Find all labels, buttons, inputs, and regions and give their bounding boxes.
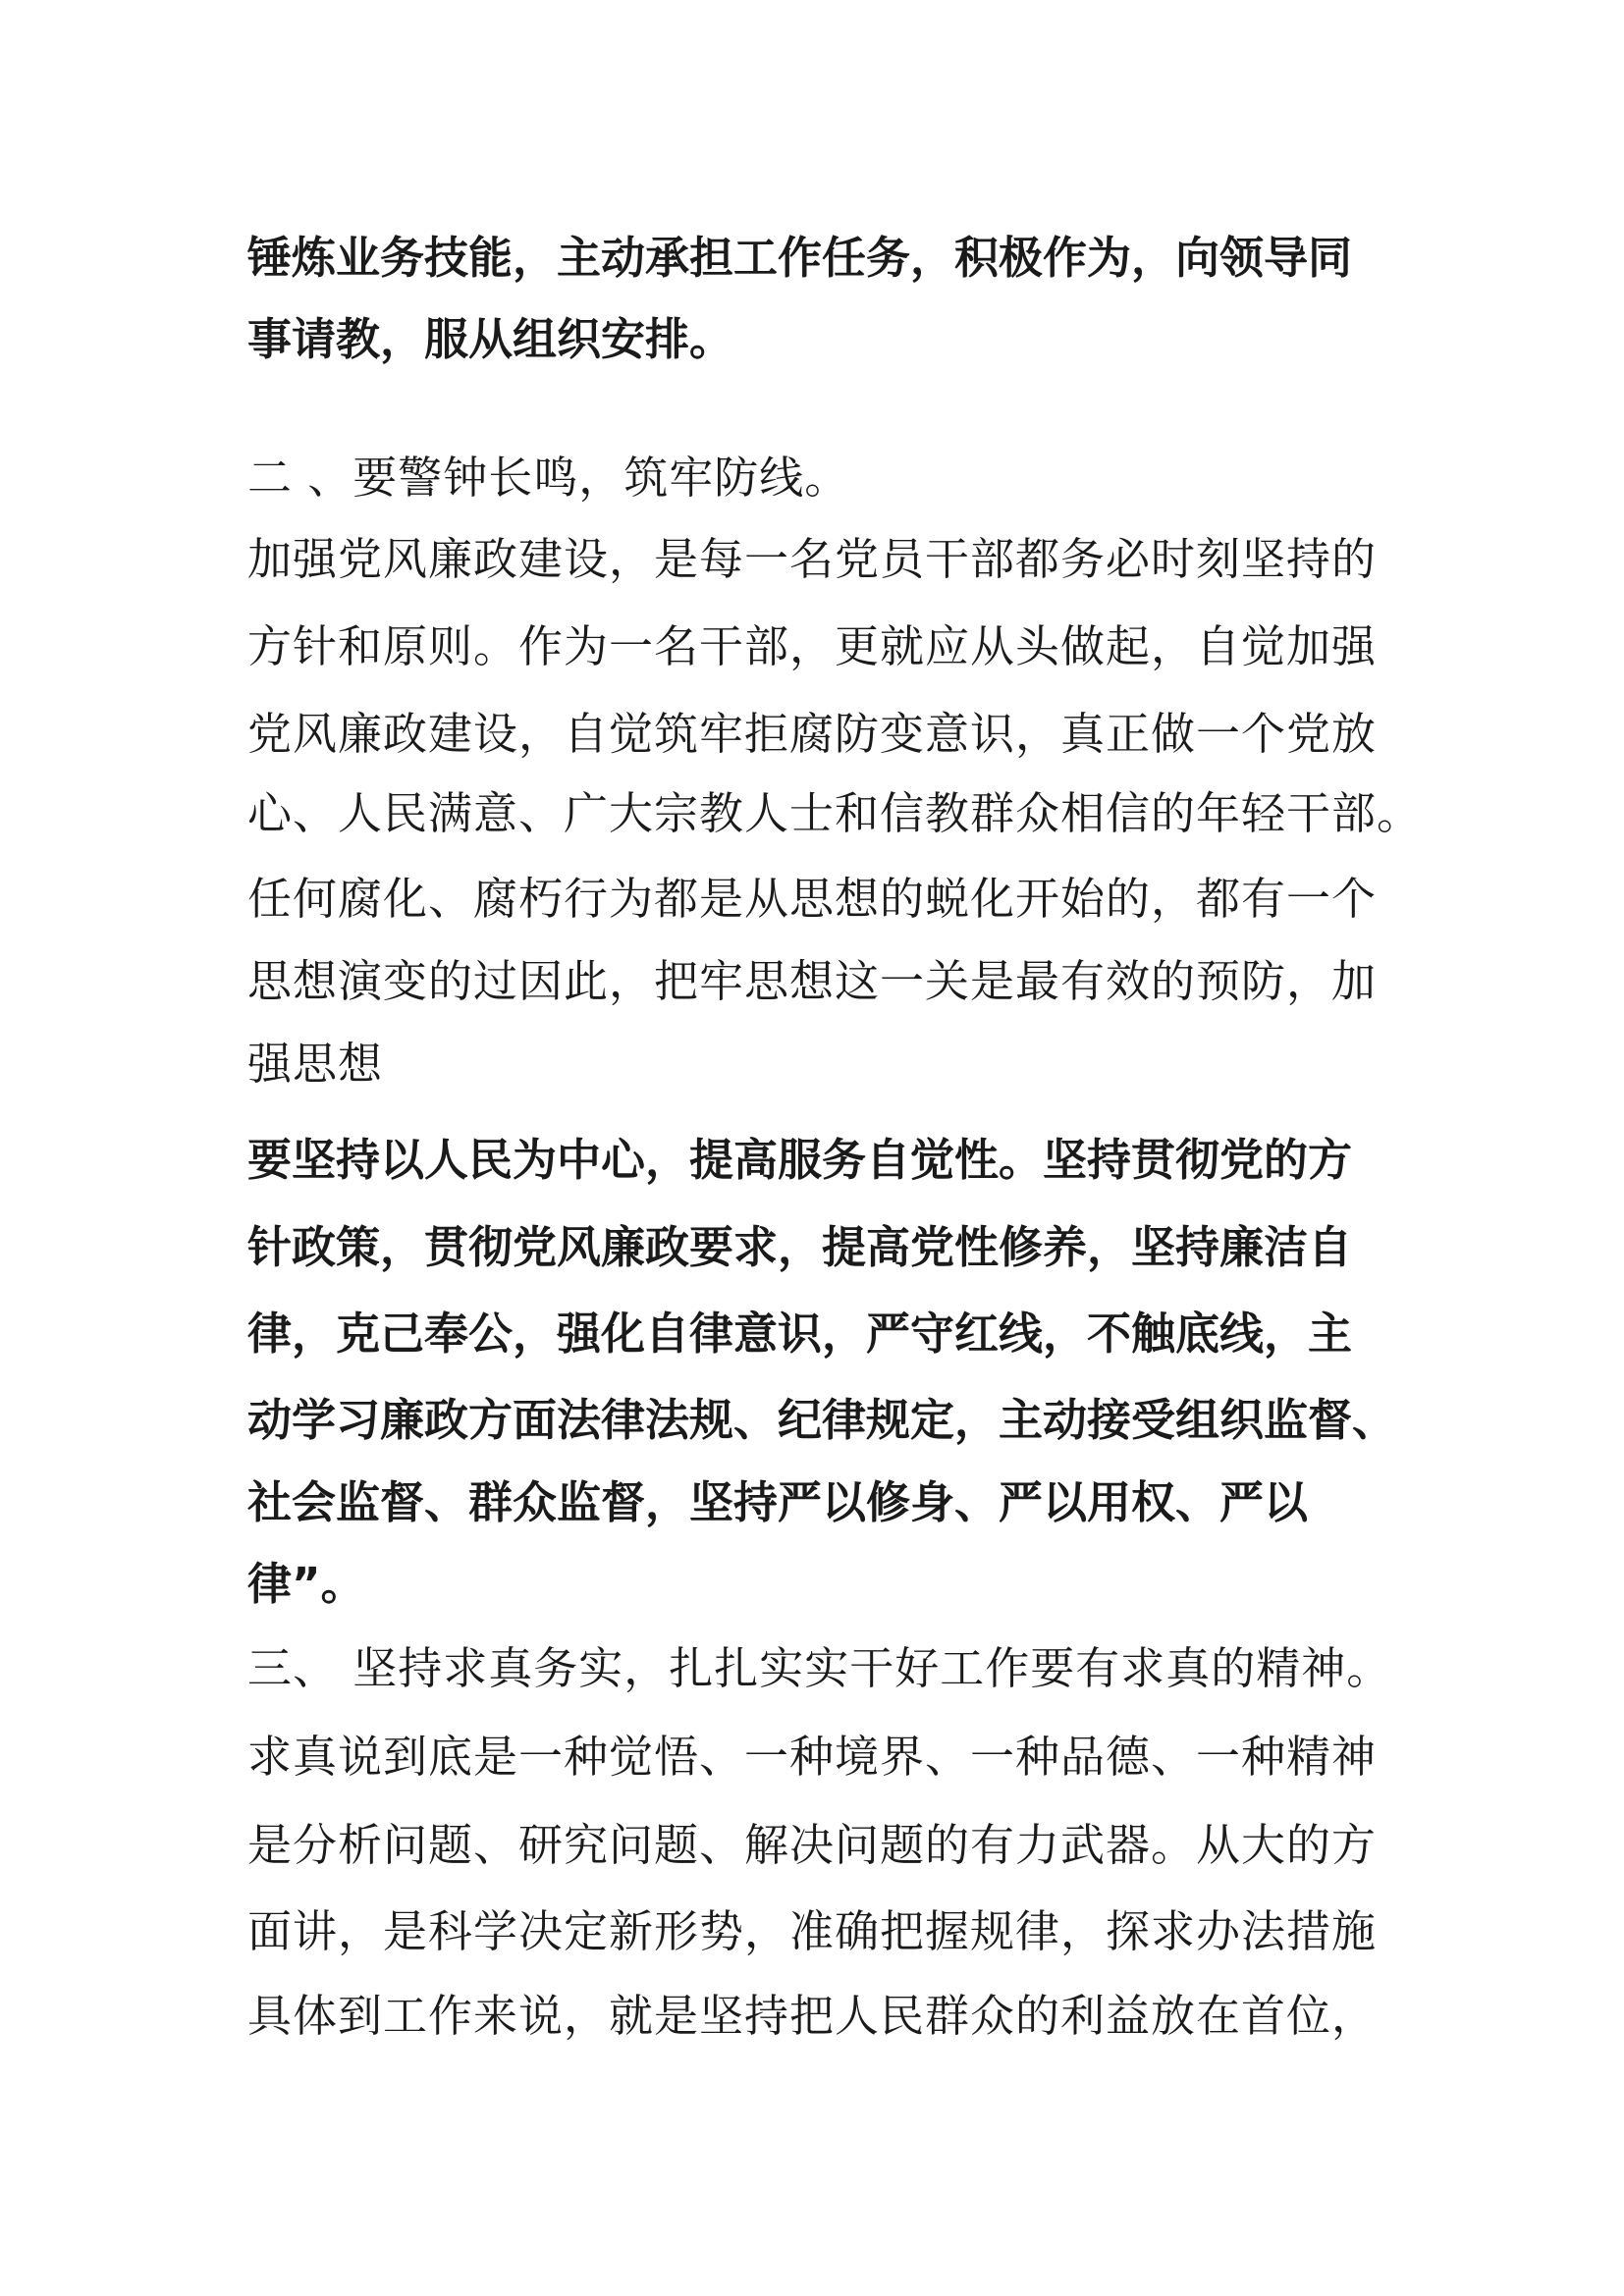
paragraph-line: 律，克己奉公，强化自律意识，严守红线，不触底线，主 — [247, 1308, 1353, 1360]
paragraph-line: 求真说到底是一种觉悟、一种境界、一种品德、一种精神 — [247, 1731, 1378, 1783]
paragraph-line: 加强党风廉政建设，是每一名党员干部都务必时刻坚持的 — [247, 533, 1378, 585]
section-heading-2: 二 、要警钟长鸣，筑牢防线。 — [247, 452, 850, 504]
paragraph-line: 针政策，贯彻党风廉政要求，提高党性修养，坚持廉洁自 — [247, 1221, 1353, 1273]
paragraph-line: 心、人民满意、广大宗教人士和信教群众相信的年轻干部。 — [247, 787, 1423, 839]
paragraph-line: 律”。 — [247, 1558, 365, 1610]
paragraph-line: 思想演变的过因此，把牢思想这一关是最有效的预防，加 — [247, 955, 1378, 1007]
paragraph-line: 党风廉政建设，自觉筑牢拒腐防变意识，真正做一个党放 — [247, 708, 1378, 760]
paragraph-line: 要坚持以人民为中心，提高服务自觉性。坚持贯彻党的方 — [247, 1134, 1353, 1186]
paragraph-line: 方针和原则。作为一名干部，更就应从头做起，自觉加强 — [247, 620, 1378, 672]
paragraph-line: 具体到工作来说，就是坚持把人民群众的利益放在首位， — [247, 1990, 1378, 2042]
paragraph-line: 社会监督、群众监督，坚持严以修身、严以用权、严以 — [247, 1476, 1309, 1528]
paragraph-line: 事请教，服从组织安排。 — [247, 313, 734, 365]
paragraph-line: 动学习廉政方面法律法规、纪律规定，主动接受组织监督、 — [247, 1394, 1397, 1446]
section-heading-3: 三、 坚持求真务实，扎扎实实干好工作要有求真的精神。 — [247, 1642, 1392, 1694]
paragraph-line: 任何腐化、腐朽行为都是从思想的蜕化开始的，都有一个 — [247, 873, 1378, 925]
paragraph-line: 是分析问题、研究问题、解决问题的有力武器。从大的方 — [247, 1819, 1378, 1871]
paragraph-line: 强思想 — [247, 1038, 384, 1090]
paragraph-line: 锤炼业务技能，主动承担工作任务，积极作为，向领导同 — [247, 232, 1353, 284]
paragraph-line: 面讲，是科学决定新形势，准确把握规律，探求办法措施 — [247, 1905, 1378, 1957]
